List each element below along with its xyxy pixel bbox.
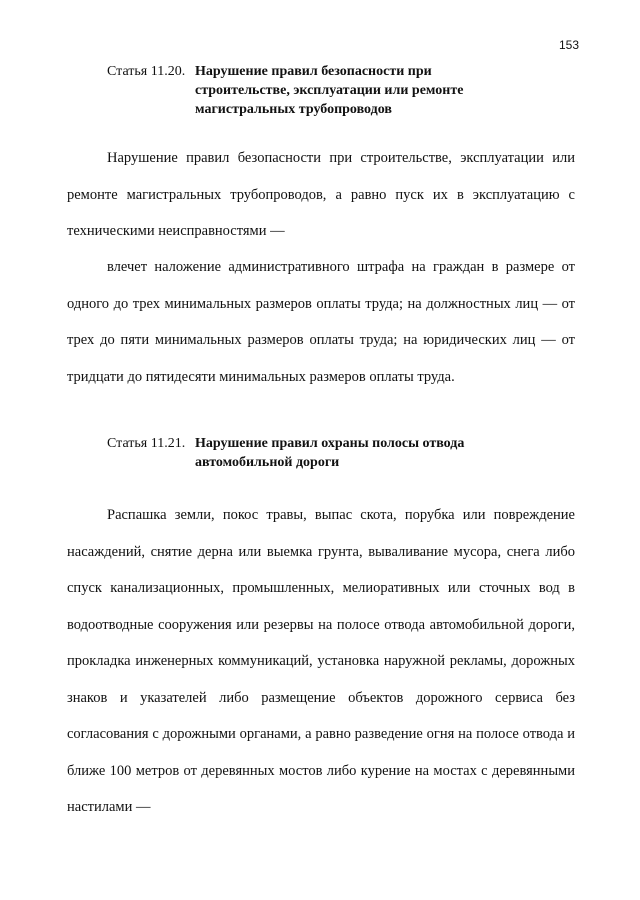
article-11-21-disposition: Распашка земли, покос травы, выпас скота, порубка или повреждение насаждений, снятие дерна или выемка грунта, вываливание мусора, снега либо спуск канализационных, промышленных, мелиоративных или сточных вод в водоотводные сооружения или резервы на полосе отвода автомобильной дороги, прокладка инженерных коммуникаций, установка наружной рекламы, дорожных знаков и указателей либо размещение объектов дорожного сервиса без согласования с дорожными органами, а равно разведение огня на полосе отвода и ближе 100 метров от деревянных мостов либо курение на мостах с деревянными настилами — xyxy=(67,507,575,815)
article-11-21-number: Статья 11.21. xyxy=(107,436,186,451)
page-number: 153 xyxy=(559,38,580,52)
article-11-20-number: Статья 11.20. xyxy=(107,64,186,79)
article-11-20-sanction: влечет наложение административного штрафа на граждан в размере от одного до трех минимальных размеров оплаты труда; на должностных лиц — от трех до пяти минимальных размеров оплаты труда; на юридических лиц — от тридцати до пятидесяти минимальных размеров оплаты труда. xyxy=(67,259,575,385)
article-11-21-title: Нарушение правил охраны полосы отвода автомобильной дороги xyxy=(195,436,465,470)
article-11-20-disposition: Нарушение правил безопасности при строительстве, эксплуатации или ремонте магистральных трубопроводов, а равно пуск их в эксплуатацию с техническими неисправностями — xyxy=(67,150,575,239)
article-11-20-title: Нарушение правил безопасности при строительстве, эксплуатации или ремонте магистральных трубопроводов xyxy=(195,64,464,117)
